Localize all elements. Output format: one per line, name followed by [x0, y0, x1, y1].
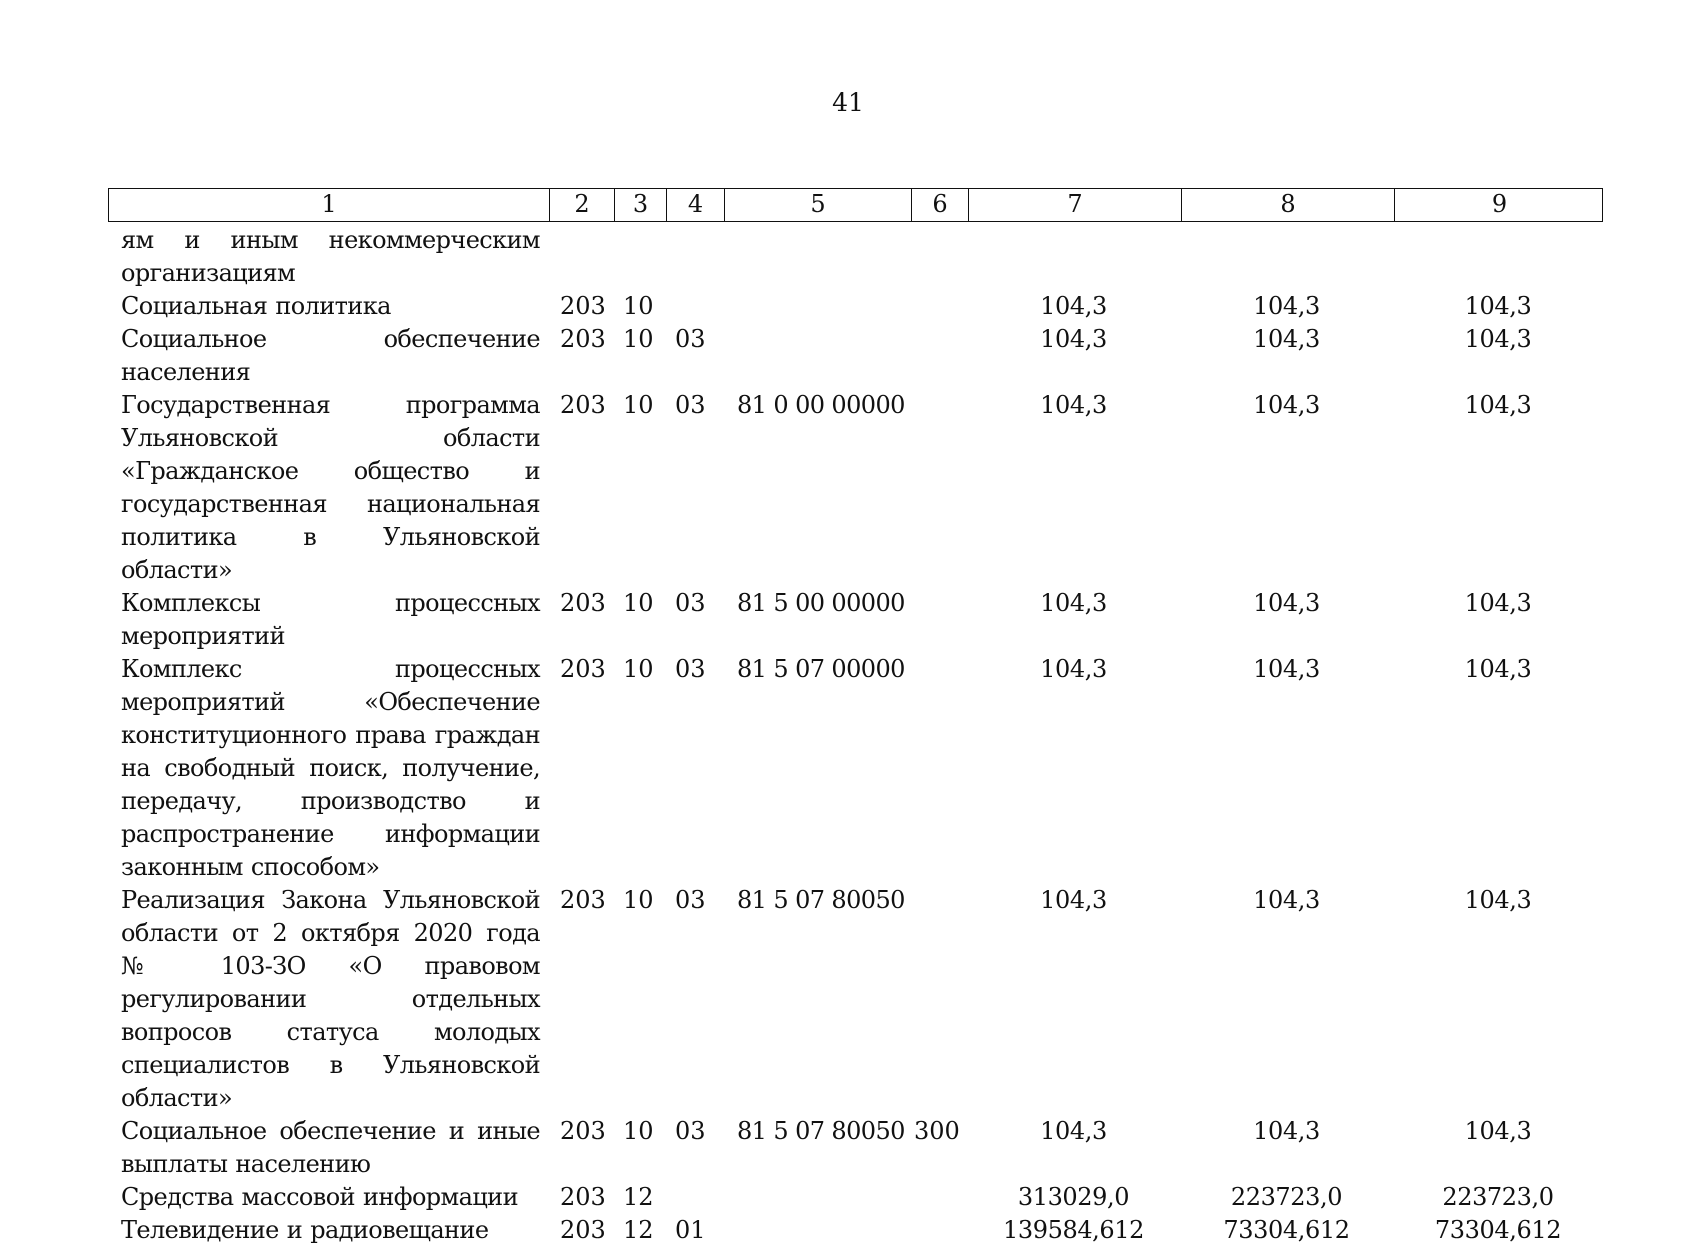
row-name: Социальное обеспечение населения — [121, 325, 540, 386]
row-amount-7: 139584,612 — [1002, 1216, 1145, 1244]
row-name: Социальное обеспечение и иные выплаты населению — [121, 1117, 540, 1178]
row-code-2: 203 — [560, 589, 606, 617]
row-amount-9: 73304,612 — [1434, 1216, 1562, 1244]
row-code-5 — [723, 290, 910, 323]
row-name: Реализация Закона Ульяновской области от 2 октября 2020 года № 103-ЗО «О правовом регулировании отдельных вопросов статуса молодых специалистов в Ульяновской области» — [121, 886, 540, 1112]
row-code-4: 03 — [675, 1117, 706, 1145]
row-amount-7: 104,3 — [1040, 325, 1107, 353]
row-code-4 — [665, 224, 723, 290]
row-amount-9: 104,3 — [1464, 391, 1532, 419]
row-code-5 — [723, 1214, 910, 1247]
row-code-5: 81 5 07 80050 — [737, 1117, 905, 1145]
column-header-2: 2 — [549, 189, 614, 221]
row-code-3: 10 — [623, 886, 654, 914]
row-code-4: 01 — [675, 1216, 706, 1244]
row-amount-8: 104,3 — [1253, 292, 1320, 320]
row-code-5: 81 5 00 00000 — [737, 589, 905, 617]
row-code-6 — [910, 323, 967, 389]
row-amount-9: 104,3 — [1464, 886, 1532, 914]
row-code-4: 03 — [675, 655, 706, 683]
row-code-5 — [723, 224, 910, 290]
row-code-6 — [910, 1181, 967, 1214]
column-header-1: 1 — [321, 190, 337, 218]
table-row — [108, 224, 1603, 290]
row-name: Государственная программа Ульяновской области «Гражданское общество и государственная национальная политика в Ульяновской области» — [121, 391, 540, 584]
row-code-4 — [665, 290, 723, 323]
row-code-6 — [910, 587, 967, 653]
row-name: Социальная политика — [121, 292, 391, 320]
row-code-4 — [665, 1181, 723, 1214]
row-amount-8: 104,3 — [1253, 589, 1320, 617]
row-amount-8: 104,3 — [1253, 325, 1320, 353]
row-code-6 — [910, 884, 967, 1115]
row-code-3: 10 — [623, 1117, 654, 1145]
row-amount-7 — [967, 224, 1180, 290]
row-code-5: 81 5 07 80050 — [737, 886, 905, 914]
row-code-5 — [723, 1181, 910, 1214]
row-code-2: 203 — [560, 1183, 606, 1211]
row-amount-8: 104,3 — [1253, 655, 1320, 683]
row-name: Телевидение и радиовещание — [121, 1216, 489, 1244]
table-row — [108, 1115, 1603, 1181]
table-row — [108, 389, 1603, 587]
row-amount-9: 223723,0 — [1442, 1183, 1554, 1211]
row-amount-9 — [1393, 224, 1603, 290]
row-code-2: 203 — [560, 292, 606, 320]
table-row — [108, 587, 1603, 653]
row-amount-7: 104,3 — [1040, 589, 1107, 617]
row-code-4: 03 — [675, 391, 706, 419]
row-name: Комплекс процессных мероприятий «Обеспечение конституционного права граждан на свободный поиск, получение, передачу, производство и распространение информации законным способом» — [121, 655, 540, 881]
row-amount-8: 223723,0 — [1230, 1183, 1343, 1211]
row-code-2 — [548, 224, 613, 290]
row-code-3: 10 — [623, 325, 654, 353]
row-name: Комплексы процессных мероприятий — [121, 589, 540, 650]
column-header-3: 3 — [614, 189, 666, 221]
row-code-3: 10 — [623, 391, 654, 419]
row-code-6 — [910, 389, 967, 587]
row-amount-8: 73304,612 — [1223, 1216, 1350, 1244]
row-code-4: 03 — [675, 325, 706, 353]
row-code-6 — [910, 653, 967, 884]
row-amount-7: 104,3 — [1040, 292, 1107, 320]
row-amount-8: 104,3 — [1253, 391, 1320, 419]
row-code-3: 10 — [623, 292, 654, 320]
row-amount-8: 104,3 — [1253, 886, 1320, 914]
row-code-3 — [613, 224, 665, 290]
budget-table — [108, 188, 1603, 1247]
page-number: 41 — [832, 88, 864, 117]
row-code-2: 203 — [560, 886, 606, 914]
row-amount-9: 104,3 — [1464, 589, 1532, 617]
table-row — [108, 290, 1603, 323]
row-code-3: 10 — [623, 589, 654, 617]
table-row — [108, 323, 1603, 389]
row-code-2: 203 — [560, 391, 606, 419]
table-row — [108, 1181, 1603, 1214]
row-name: Средства массовой информации — [121, 1183, 518, 1211]
row-amount-9: 104,3 — [1464, 325, 1532, 353]
row-code-6 — [910, 1214, 967, 1247]
row-code-5 — [723, 323, 910, 389]
row-code-6 — [910, 290, 967, 323]
row-code-2: 203 — [560, 325, 606, 353]
row-amount-7: 104,3 — [1040, 1117, 1107, 1145]
column-header-7: 7 — [968, 189, 1181, 221]
table-row — [108, 884, 1603, 1115]
row-amount-8: 104,3 — [1253, 1117, 1320, 1145]
row-code-6: 300 — [914, 1117, 960, 1145]
row-amount-8 — [1180, 224, 1393, 290]
row-amount-9: 104,3 — [1464, 1117, 1532, 1145]
table-header-row — [108, 188, 1603, 222]
table-row — [108, 653, 1603, 884]
row-code-3: 12 — [623, 1216, 654, 1244]
row-amount-7: 104,3 — [1040, 886, 1107, 914]
column-header-4: 4 — [666, 189, 724, 221]
column-header-9: 9 — [1394, 189, 1604, 221]
row-code-2: 203 — [560, 655, 606, 683]
row-name: ям и иным некоммерческим организациям — [121, 226, 540, 287]
column-header-6: 6 — [911, 189, 968, 221]
row-code-5: 81 0 00 00000 — [737, 391, 905, 419]
row-amount-7: 104,3 — [1040, 391, 1107, 419]
row-code-3: 10 — [623, 655, 654, 683]
table-body — [108, 224, 1603, 1247]
row-code-3: 12 — [623, 1183, 654, 1211]
row-amount-7: 104,3 — [1040, 655, 1107, 683]
row-code-6 — [910, 224, 967, 290]
table-row — [108, 1214, 1603, 1247]
row-amount-9: 104,3 — [1464, 655, 1532, 683]
row-code-2: 203 — [560, 1216, 606, 1244]
row-amount-9: 104,3 — [1464, 292, 1532, 320]
column-header-8: 8 — [1181, 189, 1394, 221]
row-amount-7: 313029,0 — [1017, 1183, 1130, 1211]
row-code-4: 03 — [675, 589, 706, 617]
row-code-4: 03 — [675, 886, 706, 914]
column-header-5: 5 — [724, 189, 911, 221]
row-code-2: 203 — [560, 1117, 606, 1145]
row-code-5: 81 5 07 00000 — [737, 655, 905, 683]
